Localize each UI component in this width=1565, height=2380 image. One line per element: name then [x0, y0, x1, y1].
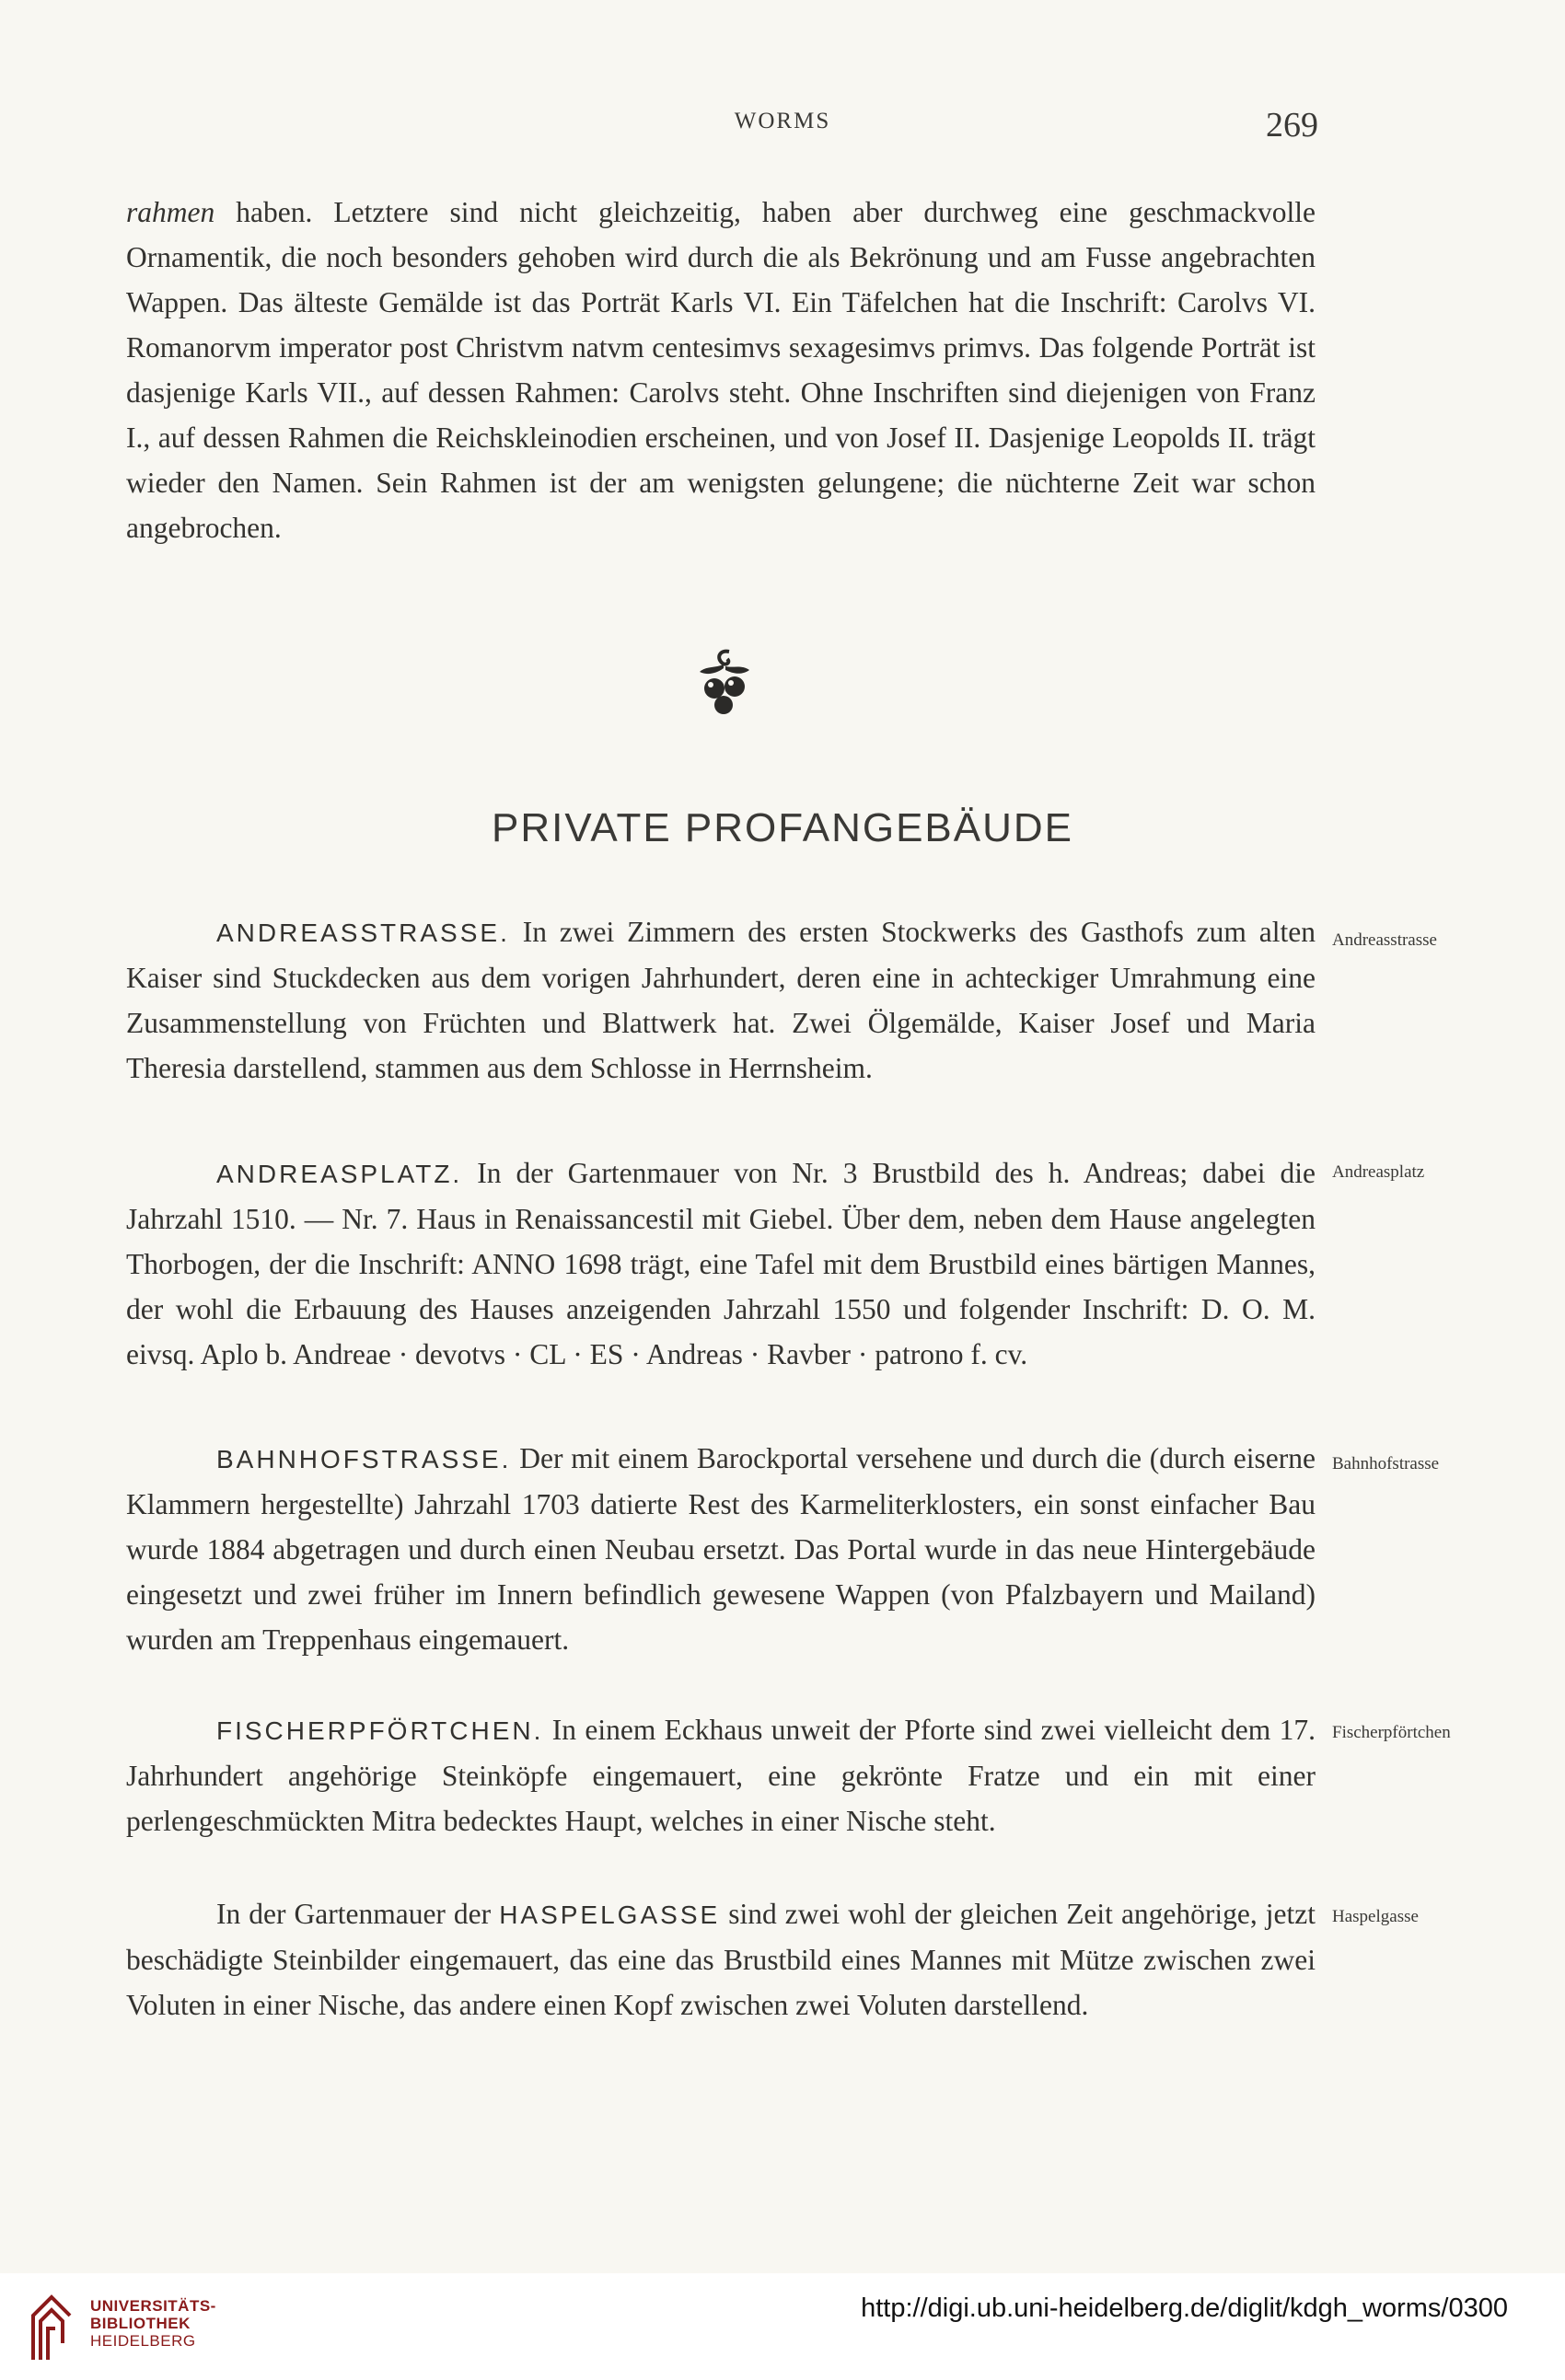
marginal-haspelgasse: Haspelgasse: [1332, 1907, 1419, 1926]
entry-andreasplatz: [126, 1150, 1316, 1377]
entry-heading: ANDREASSTRASSE.: [216, 918, 510, 947]
entry-pre-text: In der Gartenmauer der: [216, 1898, 500, 1930]
entry-heading: BAHNHOFSTRASSE.: [216, 1445, 512, 1473]
entry-bahnhofstrasse: [126, 1436, 1316, 1662]
logo-line-1: UNIVERSITÄTS-: [90, 2297, 216, 2315]
marginal-bahnhofstrasse: Bahnhofstrasse: [1332, 1454, 1440, 1473]
intro-text: haben. Letztere sind nicht gleichzeitig, haben aber durchweg eine geschmackvolle Ornamentik, die noch besonders gehoben wird durch die als Bekrönung und am Fusse angebrachten Wappen. Das älteste Gemälde ist das Porträt Karls VI. Ein Täfelchen hat die Inschrift: Carolvs VI. Romanorvm imperator post Christvm natvm centesimvs sexagesimvs primvs. Das folgende Porträt ist dasjenige Karls VII., auf dessen Rahmen: Carolvs steht. Ohne Inschriften sind diejenigen von Franz I., auf dessen Rahmen die Reichskleinodien erscheinen, und von Josef II. Dasjenige Leopolds II. trägt wieder den Namen. Sein Rahmen ist der am wenigsten gelungene; die nüchterne Zeit war schon angebrochen.: [126, 196, 1316, 544]
library-logo-icon: [28, 2288, 75, 2362]
digitization-footer: [0, 2273, 1565, 2380]
page-number: 269: [1266, 106, 1318, 144]
entry-text: Der mit einem Barockportal versehene und durch die (durch eiserne Klammern hergestellte) Jahrzahl 1703 datierte Rest des Karmeliterklosters, ein sonst einfacher Bau wurde 1884 abgetragen und durch einen Neubau ersetzt. Das Portal wurde in das neue Hintergebäude eingesetzt und zwei früher im Innern befindlich gewesene Wappen (von Pfalzbayern und Mailand) wurden am Treppenhaus eingemauert.: [126, 1442, 1316, 1656]
running-title: WORMS: [734, 109, 831, 133]
marginal-andreasplatz: Andreasplatz: [1332, 1162, 1425, 1182]
entry-text: In der Gartenmauer von Nr. 3 Brustbild des h. Andreas; dabei die Jahrzahl 1510. — Nr. 7. Haus in Renaissancestil mit Giebel. Über dem, neben dem Hause angelegten Thorbogen, der die Inschrift: ANNO 1698 trägt, eine Tafel mit dem Brustbild eines bärtigen Mannes, der wohl die Erbauung des Hauses anzeigenden Jahrzahl 1550 und folgender Inschrift: D. O. M. eivsq. Aplo b. Andreae · devotvs · CL · ES · Andreas · Ravber · patrono f. cv.: [126, 1157, 1316, 1370]
entry-text: In zwei Zimmern des ersten Stockwerks des Gasthofs zum alten Kaiser sind Stuckdecken aus dem vorigen Jahrhundert, deren eine in achteckiger Umrahmung eine Zusammenstellung von Früchten und Blattwerk hat. Zwei Ölgemälde, Kaiser Josef und Maria Theresia darstellend, stammen aus dem Schlosse in Herrnsheim.: [126, 916, 1316, 1084]
entry-heading: FISCHERPFÖRTCHEN.: [216, 1716, 544, 1745]
intro-lead-italic: rahmen: [126, 196, 215, 228]
running-head: [0, 106, 1565, 145]
intro-paragraph: [126, 190, 1316, 550]
entry-text: sind zwei wohl der gleichen Zeit angehörige, jetzt beschädigte Steinbilder eingemauert, das eine das Brustbild eines Mannes mit Mütze zwischen zwei Voluten in einer Nische, das andere einen Kopf zwischen zwei Voluten darstellend.: [126, 1898, 1316, 2021]
entry-fischerpfoertchen: [126, 1707, 1316, 1843]
entry-heading: HASPELGASSE: [499, 1901, 721, 1929]
entry-text: In einem Eckhaus unweit der Pforte sind zwei vielleicht dem 17. Jahrhundert angehörige Steinköpfe eingemauert, eine gekrönte Fratze und ein mit einer perlengeschmückten Mitra bedecktes Haupt, welches in einer Nische steht.: [126, 1714, 1316, 1837]
entry-heading: ANDREASPLATZ.: [216, 1160, 463, 1188]
entry-andreasstrasse: [126, 909, 1316, 1091]
section-title: PRIVATE PROFANGEBÄUDE: [491, 805, 1074, 850]
marginal-andreasstrasse: Andreasstrasse: [1332, 930, 1437, 950]
fleuron-ornament-icon: [687, 644, 760, 727]
logo-line-2: BIBLIOTHEK: [90, 2315, 191, 2332]
marginal-fischerpfoertchen: Fischerpförtchen: [1332, 1723, 1451, 1742]
entry-haspelgasse: [126, 1891, 1316, 2028]
logo-line-3: HEIDELBERG: [90, 2332, 196, 2350]
library-logo-text: [90, 2297, 216, 2350]
source-url-link[interactable]: http://digi.ub.uni-heidelberg.de/diglit/kdgh_worms/0300: [861, 2293, 1508, 2323]
